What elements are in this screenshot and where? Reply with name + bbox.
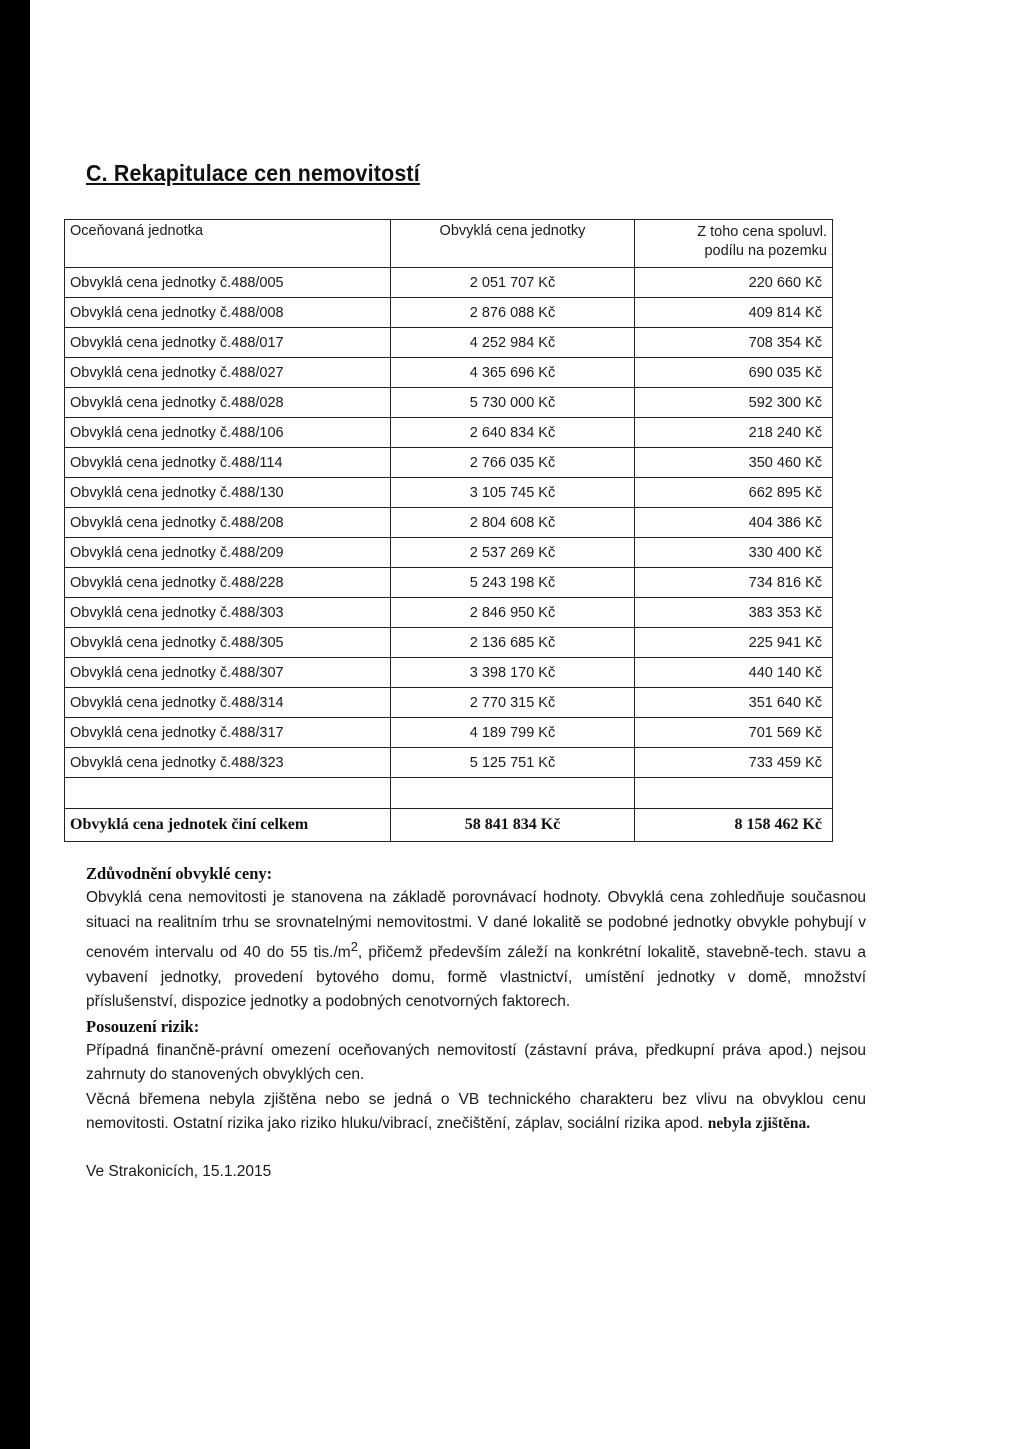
unit-name-cell: Obvyklá cena jednotky č.488/106: [65, 418, 391, 448]
risks-conclusion: nebyla zjištěna.: [707, 1115, 811, 1133]
justification-heading: Zdůvodnění obvyklé ceny:: [86, 864, 273, 883]
table-total-row: [65, 809, 833, 842]
table-row: [65, 268, 833, 298]
unit-price-cell: 2 766 035 Kč: [391, 448, 635, 478]
unit-name-cell: Obvyklá cena jednotky č.488/307: [65, 658, 391, 688]
total-label: Obvyklá cena jednotek činí celkem: [65, 809, 391, 842]
table-row: [65, 418, 833, 448]
land-share-cell: 708 354 Kč: [635, 328, 833, 358]
unit-name-cell: Obvyklá cena jednotky č.488/114: [65, 448, 391, 478]
land-share-cell: 734 816 Kč: [635, 568, 833, 598]
table-row: [65, 478, 833, 508]
header-unit: Oceňovaná jednotka: [65, 220, 391, 268]
table-row: [65, 358, 833, 388]
land-share-cell: 330 400 Kč: [635, 538, 833, 568]
table-row: [65, 748, 833, 778]
header-land-share-line2: podílu na pozemku: [704, 243, 827, 259]
header-price: Obvyklá cena jednotky: [391, 220, 635, 268]
table-row: [65, 688, 833, 718]
land-share-cell: 350 460 Kč: [635, 448, 833, 478]
land-share-cell: 662 895 Kč: [635, 478, 833, 508]
land-share-cell: 220 660 Kč: [635, 268, 833, 298]
unit-price-cell: 2 804 608 Kč: [391, 508, 635, 538]
unit-name-cell: Obvyklá cena jednotky č.488/027: [65, 358, 391, 388]
unit-name-cell: Obvyklá cena jednotky č.488/130: [65, 478, 391, 508]
total-land-share: 8 158 462 Kč: [635, 809, 833, 842]
land-share-cell: 440 140 Kč: [635, 658, 833, 688]
table-row: [65, 718, 833, 748]
unit-price-cell: 2 846 950 Kč: [391, 598, 635, 628]
scan-edge-mark: [0, 0, 6, 75]
unit-name-cell: Obvyklá cena jednotky č.488/005: [65, 268, 391, 298]
total-price: 58 841 834 Kč: [391, 809, 635, 842]
unit-price-cell: 4 252 984 Kč: [391, 328, 635, 358]
unit-name-cell: Obvyklá cena jednotky č.488/303: [65, 598, 391, 628]
table-row: [65, 538, 833, 568]
table-row: [65, 448, 833, 478]
land-share-cell: 701 569 Kč: [635, 718, 833, 748]
unit-name-cell: Obvyklá cena jednotky č.488/028: [65, 388, 391, 418]
unit-name-cell: Obvyklá cena jednotky č.488/209: [65, 538, 391, 568]
spacer-cell: [391, 778, 635, 809]
unit-price-cell: 2 770 315 Kč: [391, 688, 635, 718]
table-row: [65, 598, 833, 628]
document-body: [86, 862, 866, 1184]
unit-price-cell: 5 730 000 Kč: [391, 388, 635, 418]
unit-price-cell: 5 125 751 Kč: [391, 748, 635, 778]
unit-name-cell: Obvyklá cena jednotky č.488/323: [65, 748, 391, 778]
table-row: [65, 628, 833, 658]
spacer-cell: [65, 778, 391, 809]
unit-name-cell: Obvyklá cena jednotky č.488/305: [65, 628, 391, 658]
justification-text: Obvyklá cena nemovitosti je stanovena na základě porovnávací hodnoty. Obvyklá cena zohledňuje současnou situaci na realitním trhu se srovnatelnými nemovitostmi. V dané lokalitě se podobné jednotky obvykle pohybují v cenovém intervalu od 40 do 55 tis./m: [86, 889, 866, 962]
land-share-cell: 225 941 Kč: [635, 628, 833, 658]
risks-text: Věcná břemena nebyla zjištěna nebo se jedná o VB technického charakteru bez vlivu na obvyklou cenu nemovitosti. Ostatní rizika jako riziko hluku/vibrací, znečištění, záplav, sociální rizika apod.: [86, 1090, 866, 1133]
header-land-share-line1: Z toho cena spoluvl.: [697, 224, 827, 240]
price-recap-table: [64, 219, 833, 842]
land-share-cell: 690 035 Kč: [635, 358, 833, 388]
table-header-row: [65, 220, 833, 268]
land-share-cell: 383 353 Kč: [635, 598, 833, 628]
unit-price-cell: 5 243 198 Kč: [391, 568, 635, 598]
unit-price-cell: 4 189 799 Kč: [391, 718, 635, 748]
unit-price-cell: 2 051 707 Kč: [391, 268, 635, 298]
unit-price-cell: 2 136 685 Kč: [391, 628, 635, 658]
unit-price-cell: 3 398 170 Kč: [391, 658, 635, 688]
land-share-cell: 592 300 Kč: [635, 388, 833, 418]
header-land-share: [635, 220, 833, 268]
unit-name-cell: Obvyklá cena jednotky č.488/208: [65, 508, 391, 538]
risks-heading: Posouzení rizik:: [86, 1016, 200, 1036]
table-row: [65, 388, 833, 418]
justification-text-cont: , přičemž především záleží na konkrétní lokalitě, stavebně-tech. stavu a vybavení jednotky, provedení bytového domu, formě vlastnictví, umístění jednotky v domě, množství příslušenství, dispozice jednotky a podobných cenotvorných faktorech.: [86, 944, 866, 1011]
risks-paragraph-2: [86, 1088, 866, 1137]
unit-name-cell: Obvyklá cena jednotky č.488/017: [65, 328, 391, 358]
unit-name-cell: Obvyklá cena jednotky č.488/314: [65, 688, 391, 718]
superscript: 2: [350, 939, 358, 955]
unit-name-cell: Obvyklá cena jednotky č.488/228: [65, 568, 391, 598]
unit-price-cell: 2 876 088 Kč: [391, 298, 635, 328]
land-share-cell: 409 814 Kč: [635, 298, 833, 328]
table-row: [65, 508, 833, 538]
table-row: [65, 298, 833, 328]
page-title: C. Rekapitulace cen nemovitostí: [86, 160, 420, 186]
table-row: [65, 568, 833, 598]
table-spacer-row: [65, 778, 833, 809]
unit-price-cell: 4 365 696 Kč: [391, 358, 635, 388]
spacer-cell: [635, 778, 833, 809]
unit-name-cell: Obvyklá cena jednotky č.488/008: [65, 298, 391, 328]
unit-price-cell: 2 537 269 Kč: [391, 538, 635, 568]
table-row: [65, 328, 833, 358]
land-share-cell: 733 459 Kč: [635, 748, 833, 778]
land-share-cell: 218 240 Kč: [635, 418, 833, 448]
land-share-cell: 404 386 Kč: [635, 508, 833, 538]
unit-name-cell: Obvyklá cena jednotky č.488/317: [65, 718, 391, 748]
document-page: [30, 0, 1024, 1449]
justification-paragraph: [86, 886, 866, 1014]
table-row: [65, 658, 833, 688]
place-date: Ve Strakonicích, 15.1.2015: [86, 1162, 272, 1180]
unit-price-cell: 2 640 834 Kč: [391, 418, 635, 448]
unit-price-cell: 3 105 745 Kč: [391, 478, 635, 508]
risks-paragraph-1: Případná finančně-právní omezení oceňovaných nemovitostí (zástavní práva, předkupní práva apod.) nejsou zahrnuty do stanovených obvyklých cen.: [86, 1042, 866, 1084]
land-share-cell: 351 640 Kč: [635, 688, 833, 718]
table-body: [65, 268, 833, 778]
